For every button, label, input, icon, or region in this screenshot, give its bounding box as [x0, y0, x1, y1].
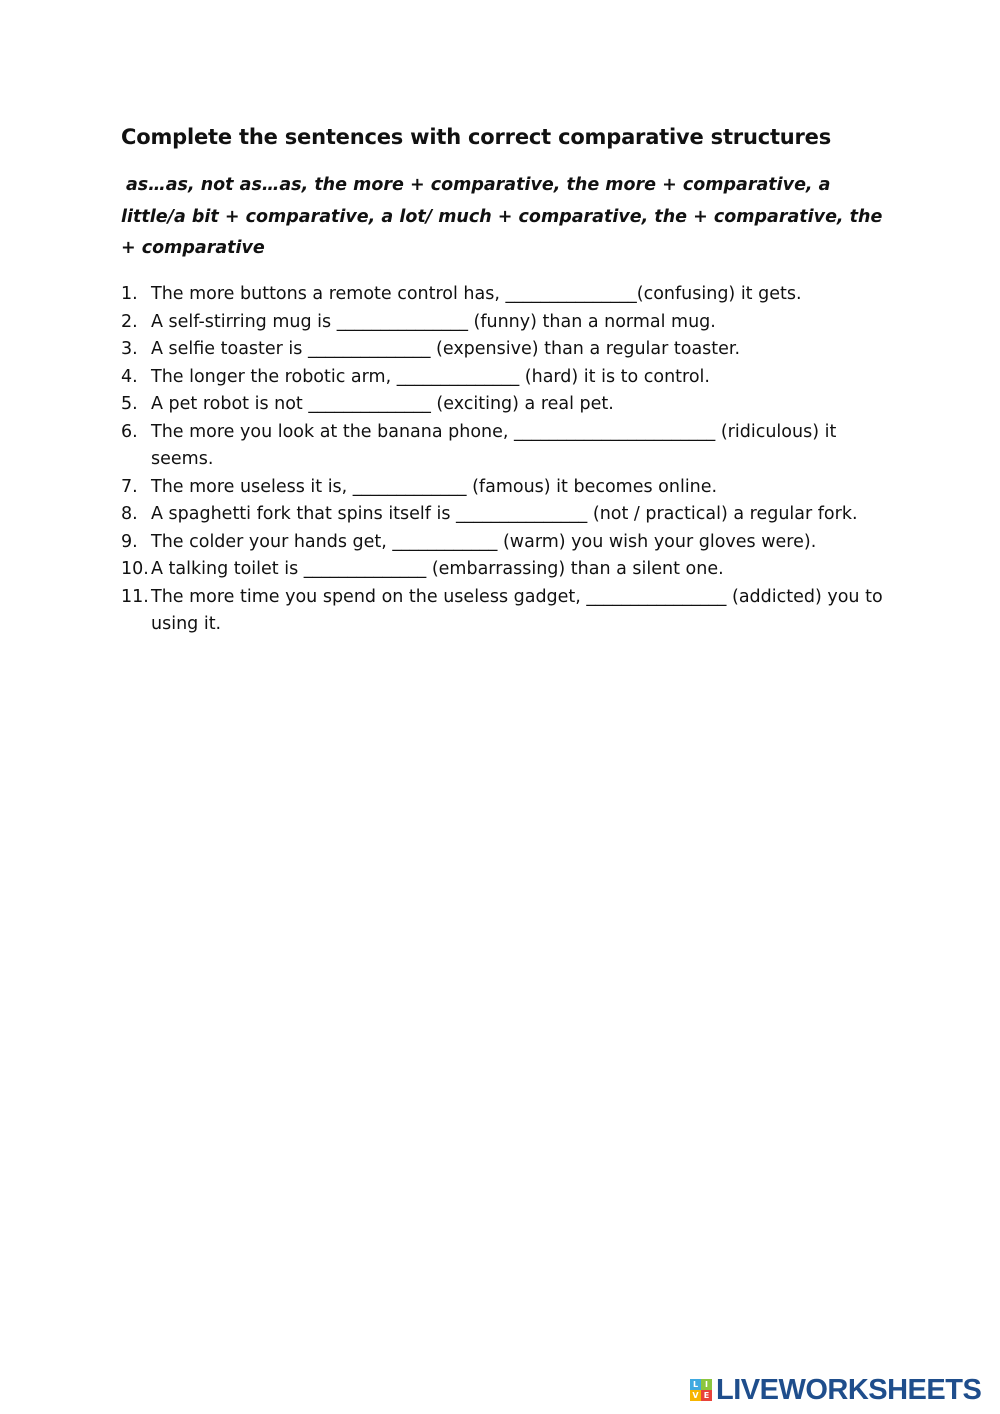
- logo-mark-cell: L: [690, 1379, 701, 1390]
- liveworksheets-logo: [690, 1374, 981, 1406]
- worksheet-title: Complete the sentences with correct comparative structures: [121, 125, 832, 149]
- item-number: 2.: [121, 311, 138, 332]
- item-sentence: The colder your hands get, ____________ (warm) you wish your gloves were).: [151, 531, 817, 552]
- item-sentence: The more useless it is, _____________ (famous) it becomes online.: [151, 476, 718, 497]
- item-number: 4.: [121, 366, 138, 387]
- exercise-item: [121, 474, 886, 502]
- exercise-item: [121, 419, 886, 474]
- item-number: 5.: [121, 394, 138, 414]
- item-number: 9.: [121, 531, 138, 552]
- item-number: 3.: [121, 339, 138, 359]
- item-sentence: The more buttons a remote control has, _______________(confusing) it gets.: [151, 284, 802, 304]
- exercise-item: [121, 556, 886, 584]
- item-number: 10.: [121, 559, 149, 579]
- exercise-item: [121, 584, 886, 639]
- exercise-item: [121, 529, 886, 557]
- exercise-item: [121, 281, 886, 309]
- logo-mark-cell: E: [701, 1390, 712, 1401]
- item-sentence: A spaghetti fork that spins itself is _______________ (not / practical) a regular fork.: [151, 504, 858, 524]
- exercise-item: [121, 501, 886, 529]
- item-number: 1.: [121, 284, 138, 304]
- exercise-item: [121, 364, 886, 392]
- exercise-item: [121, 309, 886, 337]
- exercise-item: [121, 336, 886, 364]
- logo-text: LIVEWORKSHEETS: [716, 1374, 982, 1406]
- item-sentence: A talking toilet is ______________ (embarrassing) than a silent one.: [151, 559, 724, 579]
- item-number: 7.: [121, 476, 138, 497]
- item-sentence: A selfie toaster is ______________ (expensive) than a regular toaster.: [151, 339, 741, 359]
- item-number: 11.: [121, 586, 149, 607]
- structures-list: as…as, not as…as, the more + comparative, the more + comparative, a little/a bit + comparative, a lot/ much + comparative, the + comparative, the + comparative: [121, 175, 883, 258]
- logo-mark-cell: I: [701, 1379, 712, 1390]
- logo-mark-cell: V: [690, 1390, 701, 1401]
- item-sentence: A pet robot is not ______________ (exciting) a real pet.: [151, 394, 614, 414]
- exercise-item: [121, 391, 886, 419]
- exercise-list: [121, 281, 886, 639]
- item-sentence: The longer the robotic arm, ______________ (hard) it is to control.: [151, 366, 710, 387]
- item-number: 6.: [121, 421, 138, 442]
- item-sentence: The more time you spend on the useless gadget, ________________ (addicted) you to using it.: [151, 586, 883, 634]
- liveworksheets-logo-icon: [690, 1379, 712, 1401]
- item-sentence: The more you look at the banana phone, _______________________ (ridiculous) it seems.: [151, 421, 837, 469]
- item-number: 8.: [121, 504, 138, 524]
- item-sentence: A self-stirring mug is _______________ (funny) than a normal mug.: [151, 311, 716, 332]
